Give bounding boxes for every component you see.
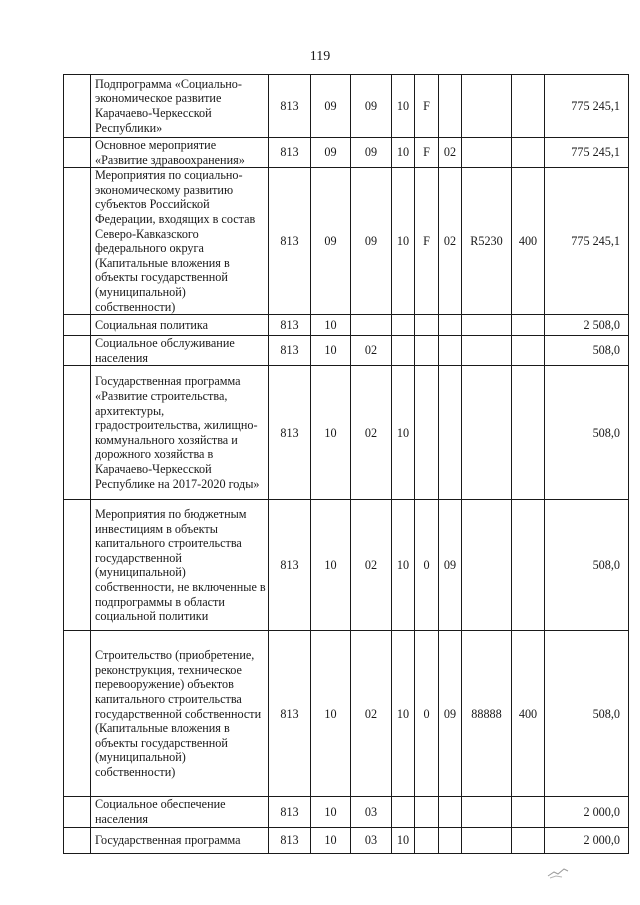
row-code-direction-cell <box>462 138 512 168</box>
table-row <box>64 168 629 315</box>
row-amount-cell: 775 245,1 <box>545 75 629 138</box>
row-code-gr-cell: 813 <box>269 138 311 168</box>
row-code-program-cell: 10 <box>392 366 415 500</box>
row-code-gr-cell: 813 <box>269 500 311 631</box>
row-name-cell: Подпрограмма «Социально-экономическое развитие Карачаево-Черкесской Республики» <box>91 75 269 138</box>
row-code-rz-cell: 09 <box>311 138 351 168</box>
row-code-event-cell <box>439 366 462 500</box>
row-code-event-cell <box>439 797 462 827</box>
row-code-rz-cell: 10 <box>311 827 351 853</box>
row-code-pr-cell: 09 <box>351 75 392 138</box>
table-row <box>64 138 629 168</box>
row-name-cell: Социальное обслуживание населения <box>91 336 269 366</box>
row-name-cell: Строительство (приобретение, реконструкция, техническое перевооружение) объектов капитального строительства государственной собственности (Капитальные вложения в объекты государственной (муниципальной) собственности) <box>91 631 269 797</box>
row-code-vr-cell <box>512 366 545 500</box>
row-code-gr-cell: 813 <box>269 366 311 500</box>
row-code-rz-cell: 10 <box>311 631 351 797</box>
row-code-gr-cell: 813 <box>269 827 311 853</box>
row-code-event-cell <box>439 315 462 336</box>
row-amount-cell: 508,0 <box>545 336 629 366</box>
scan-artifact-mark <box>546 864 570 880</box>
row-code-rz-cell: 09 <box>311 168 351 315</box>
row-code-subprogram-cell: 0 <box>415 631 439 797</box>
row-name-cell: Социальное обеспечение населения <box>91 797 269 827</box>
row-code-direction-cell <box>462 366 512 500</box>
row-code-subprogram-cell <box>415 315 439 336</box>
row-code-pr-cell: 02 <box>351 366 392 500</box>
row-code-pr-cell: 03 <box>351 827 392 853</box>
row-code-gr-cell: 813 <box>269 336 311 366</box>
row-code-event-cell <box>439 75 462 138</box>
row-code-program-cell: 10 <box>392 631 415 797</box>
row-code-pr-cell: 02 <box>351 500 392 631</box>
row-amount-cell: 508,0 <box>545 366 629 500</box>
row-code-rz-cell: 09 <box>311 75 351 138</box>
row-name-cell: Основное мероприятие «Развитие здравоохранения» <box>91 138 269 168</box>
row-blank-cell <box>64 500 91 631</box>
row-code-direction-cell <box>462 827 512 853</box>
row-code-vr-cell <box>512 138 545 168</box>
row-code-program-cell: 10 <box>392 500 415 631</box>
row-code-program-cell <box>392 797 415 827</box>
row-code-event-cell <box>439 827 462 853</box>
row-code-subprogram-cell: 0 <box>415 500 439 631</box>
row-code-subprogram-cell <box>415 797 439 827</box>
row-code-vr-cell <box>512 827 545 853</box>
table-row <box>64 827 629 853</box>
row-code-event-cell: 02 <box>439 138 462 168</box>
row-code-rz-cell: 10 <box>311 500 351 631</box>
budget-table <box>63 74 629 854</box>
table-row <box>64 75 629 138</box>
row-code-event-cell: 09 <box>439 500 462 631</box>
row-code-subprogram-cell <box>415 366 439 500</box>
row-name-cell: Социальная политика <box>91 315 269 336</box>
table-row <box>64 631 629 797</box>
row-code-pr-cell: 09 <box>351 138 392 168</box>
table-row <box>64 366 629 500</box>
row-code-program-cell: 10 <box>392 827 415 853</box>
row-code-rz-cell: 10 <box>311 366 351 500</box>
row-code-rz-cell: 10 <box>311 315 351 336</box>
table-row <box>64 336 629 366</box>
row-blank-cell <box>64 138 91 168</box>
row-code-program-cell: 10 <box>392 75 415 138</box>
row-code-program-cell <box>392 336 415 366</box>
row-code-rz-cell: 10 <box>311 797 351 827</box>
row-code-gr-cell: 813 <box>269 315 311 336</box>
row-code-vr-cell <box>512 315 545 336</box>
row-name-cell: Государственная программа <box>91 827 269 853</box>
row-code-direction-cell: R5230 <box>462 168 512 315</box>
row-code-direction-cell <box>462 500 512 631</box>
row-code-event-cell <box>439 336 462 366</box>
row-blank-cell <box>64 797 91 827</box>
row-amount-cell: 2 000,0 <box>545 827 629 853</box>
row-code-vr-cell <box>512 75 545 138</box>
row-code-pr-cell: 03 <box>351 797 392 827</box>
row-code-subprogram-cell: F <box>415 168 439 315</box>
row-code-event-cell: 09 <box>439 631 462 797</box>
row-code-gr-cell: 813 <box>269 75 311 138</box>
row-code-vr-cell <box>512 797 545 827</box>
row-code-direction-cell <box>462 336 512 366</box>
row-code-gr-cell: 813 <box>269 631 311 797</box>
row-code-vr-cell <box>512 336 545 366</box>
row-blank-cell <box>64 827 91 853</box>
row-code-program-cell: 10 <box>392 168 415 315</box>
row-amount-cell: 775 245,1 <box>545 138 629 168</box>
row-code-rz-cell: 10 <box>311 336 351 366</box>
row-amount-cell: 2 000,0 <box>545 797 629 827</box>
row-blank-cell <box>64 315 91 336</box>
row-amount-cell: 775 245,1 <box>545 168 629 315</box>
row-code-direction-cell <box>462 797 512 827</box>
row-code-vr-cell: 400 <box>512 631 545 797</box>
row-code-gr-cell: 813 <box>269 797 311 827</box>
row-amount-cell: 2 508,0 <box>545 315 629 336</box>
row-blank-cell <box>64 168 91 315</box>
row-blank-cell <box>64 366 91 500</box>
row-code-subprogram-cell <box>415 827 439 853</box>
row-code-event-cell: 02 <box>439 168 462 315</box>
row-amount-cell: 508,0 <box>545 500 629 631</box>
row-name-cell: Мероприятия по социально-экономическому развитию субъектов Российской Федерации, входящих в состав Северо-Кавказского федерального округа (Капитальные вложения в объекты государственной (муниципальной) собственности) <box>91 168 269 315</box>
row-code-gr-cell: 813 <box>269 168 311 315</box>
row-blank-cell <box>64 75 91 138</box>
row-code-pr-cell: 02 <box>351 631 392 797</box>
row-code-vr-cell <box>512 500 545 631</box>
row-code-subprogram-cell <box>415 336 439 366</box>
row-amount-cell: 508,0 <box>545 631 629 797</box>
row-code-pr-cell: 02 <box>351 336 392 366</box>
table-row <box>64 500 629 631</box>
page-number: 119 <box>309 49 331 64</box>
row-code-program-cell: 10 <box>392 138 415 168</box>
row-name-cell: Государственная программа «Развитие строительства, архитектуры, градостроительства, жилищно-коммунального хозяйства и дорожного хозяйства в Карачаево-Черкесской Республике на 2017-2020 годы» <box>91 366 269 500</box>
row-code-direction-cell: 88888 <box>462 631 512 797</box>
row-code-direction-cell <box>462 75 512 138</box>
row-name-cell: Мероприятия по бюджетным инвестициям в объекты капитального строительства государственной (муниципальной) собственности, не включенные в подпрограммы в области социальной политики <box>91 500 269 631</box>
row-blank-cell <box>64 631 91 797</box>
row-code-program-cell <box>392 315 415 336</box>
row-code-pr-cell <box>351 315 392 336</box>
row-code-vr-cell: 400 <box>512 168 545 315</box>
table-row <box>64 315 629 336</box>
row-blank-cell <box>64 336 91 366</box>
row-code-subprogram-cell: F <box>415 138 439 168</box>
row-code-direction-cell <box>462 315 512 336</box>
row-code-subprogram-cell: F <box>415 75 439 138</box>
table-row <box>64 797 629 827</box>
row-code-pr-cell: 09 <box>351 168 392 315</box>
